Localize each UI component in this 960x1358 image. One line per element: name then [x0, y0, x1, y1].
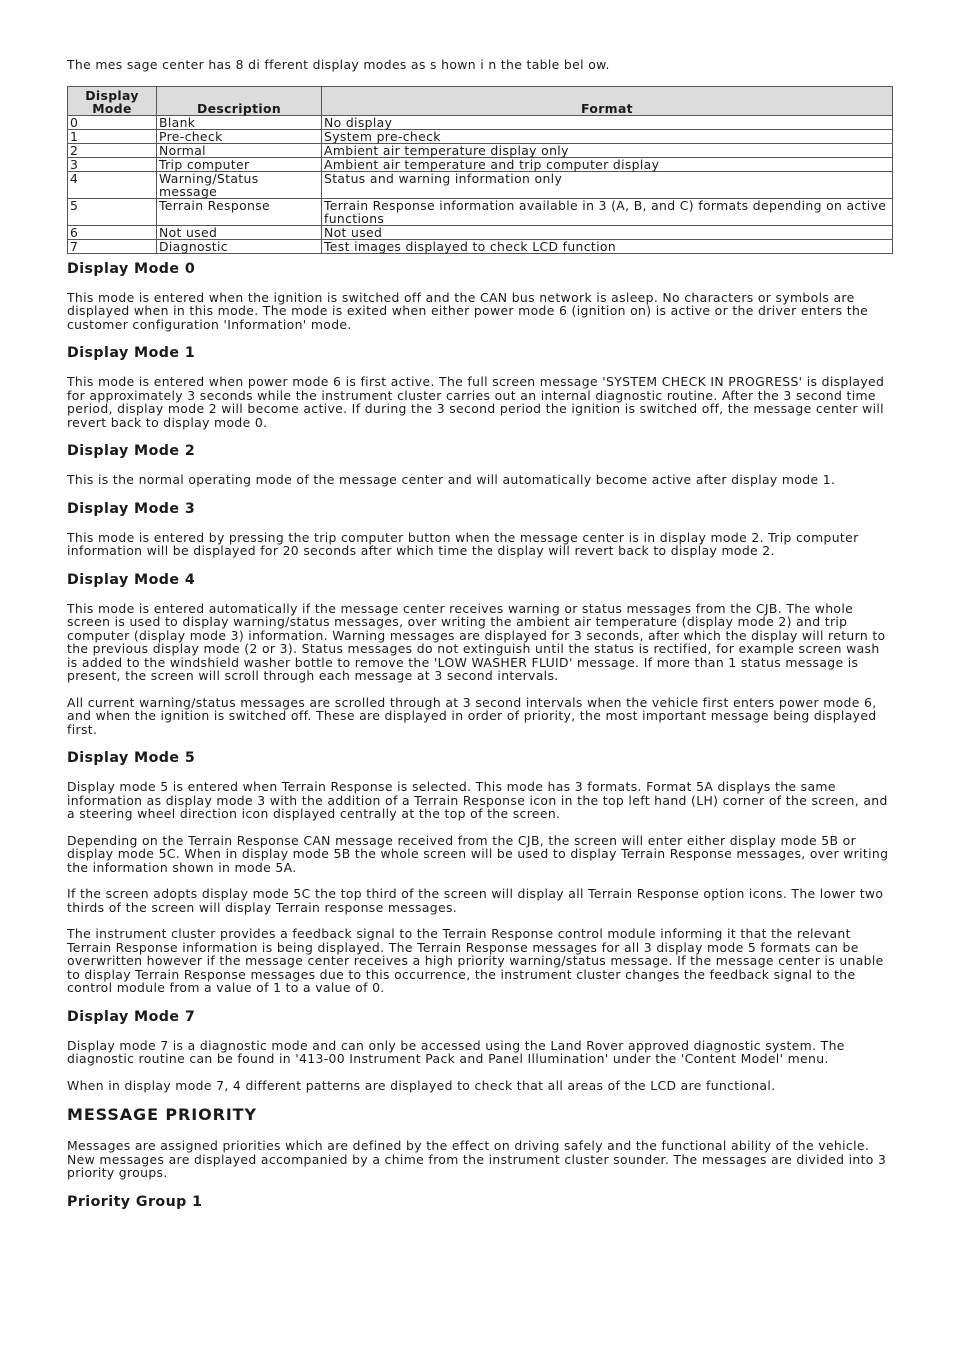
- cell-description: Not used: [157, 225, 322, 239]
- cell-description: Warning/Status message: [157, 171, 322, 198]
- paragraph: This mode is entered automatically if the message center receives warning or status messages from the CJB. The whole screen is used to display warning/status messages, over writing the ambient air temperature (display mode 2) and trip computer (display mode 3) information. Warning messages are displayed for 3 seconds, after which the display will return to the previous display mode (2 or 3). Status messages do not extinguish until the status is rectified, for example screen wash is added to the windshield washer bottle to remove the 'LOW WASHER FLUID' message. If more than 1 status message is present, the screen will scroll through each message at 3 second intervals.: [67, 600, 886, 683]
- paragraph: All current warning/status messages are scrolled through at 3 second intervals when the vehicle first enters power mode 6, and when the ignition is switched off. These are displayed in order of priority, the most important message being displayed first.: [67, 694, 877, 737]
- cell-mode: 4: [68, 171, 157, 198]
- cell-format: No display: [322, 115, 893, 129]
- header-format: Format: [322, 86, 893, 115]
- table-row: [68, 171, 893, 198]
- paragraph: This mode is entered by pressing the trip computer button when the message center is in display mode 2. Trip computer information will be displayed for 20 seconds after which time the display will revert back to display mode 2.: [67, 529, 859, 558]
- cell-mode: 5: [68, 198, 157, 225]
- table-row: [68, 143, 893, 157]
- cell-format: System pre-check: [322, 129, 893, 143]
- cell-description: Trip computer: [157, 157, 322, 171]
- paragraph: If the screen adopts display mode 5C the top third of the screen will display all Terrain Response option icons. The lower two thirds of the screen will display Terrain response messages.: [67, 886, 884, 915]
- cell-mode: 2: [68, 143, 157, 157]
- cell-mode: 3: [68, 157, 157, 171]
- cell-format: Terrain Response information available in 3 (A, B, and C) formats depending on active functions: [322, 198, 893, 225]
- priority-group-1-heading: Priority Group 1: [67, 1193, 203, 1210]
- cell-mode: 0: [68, 115, 157, 129]
- cell-description: Pre-check: [157, 129, 322, 143]
- cell-mode: 7: [68, 239, 157, 253]
- table-row: [68, 157, 893, 171]
- paragraph: This mode is entered when power mode 6 is first active. The full screen message 'SYSTEM CHECK IN PROGRESS' is displayed for approximately 3 seconds while the instrument cluster carries out an internal diagnostic routine. After the 3 second time period, display mode 2 will become active. If during the 3 second period the ignition is switched off, the message center will revert back to display mode 0.: [67, 374, 885, 430]
- table-row: [68, 198, 893, 225]
- header-display-mode: Display Mode: [68, 86, 157, 115]
- section-heading-mode-3: Display Mode 3: [67, 500, 196, 517]
- cell-format: Not used: [322, 225, 893, 239]
- paragraph: Messages are assigned priorities which are defined by the effect on driving safely and the functional ability of the vehicle. New messages are displayed accompanied by a chime from the instrument cluster sounder. The messages are divided into 3 priority groups.: [67, 1138, 887, 1180]
- paragraph: This is the normal operating mode of the message center and will automatically become active after display mode 1.: [67, 472, 836, 487]
- table-row: [68, 115, 893, 129]
- paragraph: Display mode 7 is a diagnostic mode and can only be accessed using the Land Rover approved diagnostic system. The diagnostic routine can be found in '413-00 Instrument Pack and Panel Illumination' under the 'Content Model' menu.: [67, 1037, 845, 1066]
- paragraph: When in display mode 7, 4 different patterns are displayed to check that all areas of the LCD are functional.: [67, 1077, 776, 1093]
- cell-format: Ambient air temperature display only: [322, 143, 893, 157]
- display-modes-table: [67, 86, 893, 254]
- table-row: [68, 239, 893, 253]
- cell-description: Normal: [157, 143, 322, 157]
- paragraph: This mode is entered when the ignition is switched off and the CAN bus network is asleep. No characters or symbols are displayed when in this mode. The mode is exited when either power mode 6 (ignition on) is active or the driver enters the customer configuration 'Information' mode.: [67, 289, 869, 332]
- cell-format: Ambient air temperature and trip computer display: [322, 157, 893, 171]
- table-row: [68, 225, 893, 239]
- cell-description: Blank: [157, 115, 322, 129]
- table-header-row: [68, 86, 893, 115]
- section-heading-mode-2: Display Mode 2: [67, 443, 196, 459]
- cell-description: Diagnostic: [157, 239, 322, 253]
- cell-mode: 1: [68, 129, 157, 143]
- section-heading-mode-7: Display Mode 7: [67, 1008, 196, 1025]
- paragraph: Depending on the Terrain Response CAN message received from the CJB, the screen will enter either display mode 5B or display mode 5C. When in display mode 5B the whole screen will be used to display Terrain Response messages, over writing the information shown in mode 5A.: [67, 832, 889, 875]
- section-heading-mode-1: Display Mode 1: [67, 345, 196, 361]
- cell-format: Status and warning information only: [322, 171, 893, 198]
- section-heading-mode-4: Display Mode 4: [67, 571, 196, 588]
- cell-description: Terrain Response: [157, 198, 322, 225]
- cell-mode: 6: [68, 225, 157, 239]
- section-heading-mode-0: Display Mode 0: [67, 260, 196, 277]
- document-page: [67, 58, 893, 1224]
- section-heading-mode-5: Display Mode 5: [67, 750, 196, 766]
- message-priority-heading: MESSAGE PRIORITY: [67, 1105, 257, 1124]
- paragraph: The instrument cluster provides a feedback signal to the Terrain Response control module informing it that the relevant Terrain Response information is being displayed. The Terrain Response messages for all 3 display mode 5 formats can be overwritten however if the message center receives a high priority warning/status message. If the message center is unable to display Terrain Response messages due to this occurrence, the instrument cluster changes the feedback signal to the control module from a value of 1 to a value of 0.: [67, 926, 884, 995]
- header-description: Description: [157, 86, 322, 115]
- table-row: [68, 129, 893, 143]
- cell-format: Test images displayed to check LCD function: [322, 239, 893, 253]
- paragraph: Display mode 5 is entered when Terrain Response is selected. This mode has 3 formats. Format 5A displays the same information as display mode 3 with the addition of a Terrain Response icon in the top left hand (LH) corner of the screen, and a steering wheel direction icon displayed centrally at the top of the screen.: [67, 779, 888, 821]
- intro-text: The mes sage center has 8 di fferent display modes as s hown i n the table bel ow.: [67, 57, 610, 72]
